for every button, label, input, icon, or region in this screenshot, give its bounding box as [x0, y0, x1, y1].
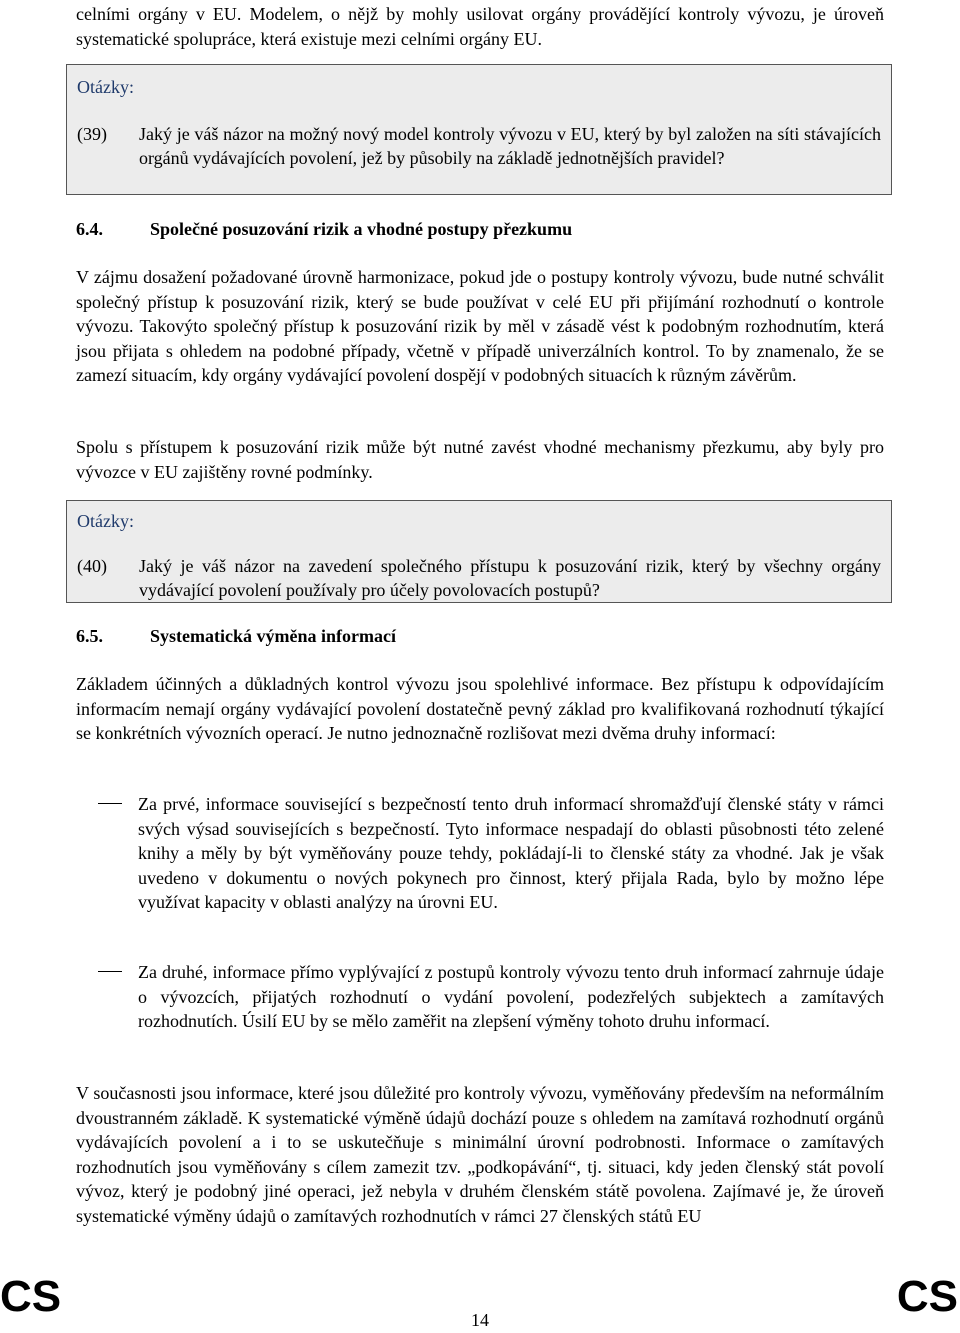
dash-marker [98, 803, 122, 804]
question-39 [77, 122, 881, 171]
questions-header: Otázky: [77, 77, 134, 97]
questions-box-39 [66, 64, 892, 195]
bullet-text: Za prvé, informace související s bezpečností tento druh informací shromažďují členské státy v rámci svých výsad souvisejících s bezpečností. Tyto informace nespadají do oblasti působnosti této zelené knihy a měly by být vyměňovány pouze tehdy, pokládají-li to členské státy za vhodné. Jak je však uvedeno v dokumentu o nových pokynech pro činnost, který přijala Rada, bylo by možno lépe využívat kapacity v oblasti analýzy na úrovni EU. [138, 794, 884, 912]
footer-language-right: CS [896, 1272, 958, 1321]
questions-header: Otázky: [77, 511, 134, 531]
section-title: Společné posuzování rizik a vhodné postupy přezkumu [150, 219, 573, 239]
section-title: Systematická výměna informací [150, 626, 396, 646]
section-number: 6.4. [76, 219, 103, 239]
section-number: 6.5. [76, 626, 103, 646]
section-heading-6-5 [76, 624, 396, 649]
bullet-item-2 [138, 960, 884, 1034]
bullet-item-1 [138, 792, 884, 915]
question-text: Jaký je váš názor na možný nový model kontroly vývozu v EU, který by byl založen na síti stávajících orgánů vydávajících povolení, jež by působily na základě jednotnějších pravidel? [139, 123, 881, 168]
intro-paragraph: celními orgány v EU. Modelem, o nějž by mohly usilovat orgány provádějící kontroly vývozu, je úroveň systematické spolupráce, která existuje mezi celními orgány EU. [76, 4, 884, 49]
question-number: (39) [77, 123, 107, 144]
paragraph-6-4-1: V zájmu dosažení požadované úrovně harmonizace, pokud jde o postupy kontroly vývozu, bude nutné schválit společný přístup k posuzování rizik, který se bude používat v celé EU při přijímání rozhodnutí o kontrole vývozu. Takovýto společný přístup k posuzování rizik by měl v zásadě vést k podobným rozhodnutím, která jsou přijata s ohledem na podobné případy, včetně v případě univerzálních kontrol. To by znamenalo, že se zamezí situacím, kdy orgány vydávající povolení dospějí v podobných situacích k různým závěrům. [76, 267, 884, 385]
dash-marker [98, 971, 122, 972]
questions-box-40 [66, 500, 892, 603]
question-40 [77, 554, 881, 603]
paragraph-6-4-2: Spolu s přístupem k posuzování rizik může být nutné zavést vhodné mechanismy přezkumu, aby byly pro vývozce v EU zajištěny rovné podmínky. [76, 437, 884, 482]
paragraph-6-5-2: V současnosti jsou informace, které jsou důležité pro kontroly vývozu, vyměňovány především na neformálním dvoustranném základě. K systematické výměně údajů dochází pouze s ohledem na zamítavá rozhodnutí orgánů vydávajících povolení a i to se uskutečňuje s minimální úrovní podrobnosti. Informace o zamítavých rozhodnutích jsou vyměňovány s cílem zamezit tzv. „podkopávání“, tj. situaci, kdy jeden členský stát povolí vývoz, který je podobný jiné operaci, jež nebyla v druhém členském státě povolena. Zajímavé je, že úroveň systematické výměny údajů o zamítavých rozhodnutích v rámci 27 členských států EU [76, 1083, 884, 1226]
question-number: (40) [77, 555, 107, 576]
paragraph-6-5-1: Základem účinných a důkladných kontrol vývozu jsou spolehlivé informace. Bez přístupu k odpovídajícím informacím nemají orgány vydávající povolení dostatečně pevný základ pro kvalifikovaná rozhodnutí týkající se konkrétních vývozních operací. Je nutno jednoznačně rozlišovat mezi dvěma druhy informací: [76, 674, 884, 743]
page-number: 14 [471, 1310, 489, 1330]
question-text: Jaký je váš názor na zavedení společného přístupu k posuzování rizik, který by všechny orgány vydávající povolení používaly pro účely povolovacích postupů? [139, 555, 881, 600]
section-heading-6-4 [76, 217, 572, 242]
bullet-text: Za druhé, informace přímo vyplývající z postupů kontroly vývozu tento druh informací zahrnuje údaje o vývozcích, přijatých rozhodnutí o vydání povolení, podezřelých subjektech a zamítavých rozhodnutích. Úsilí EU by se mělo zaměřit na zlepšení výměny tohoto druhu informací. [138, 962, 884, 1031]
footer-language-left: CS [0, 1272, 62, 1321]
